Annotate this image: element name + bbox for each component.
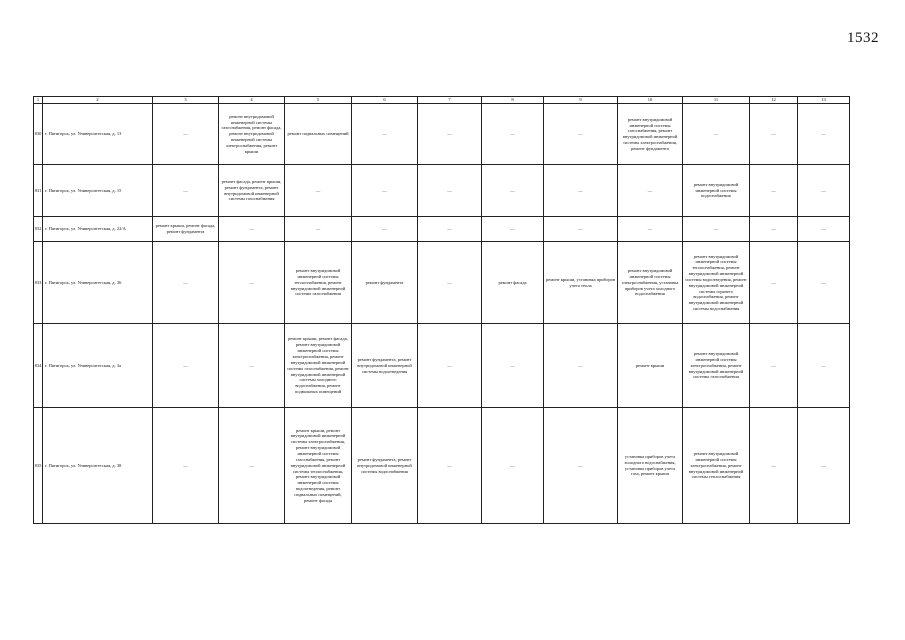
dash-cell: — [750,216,798,242]
column-number: 11 [683,97,750,104]
column-number: 8 [482,97,544,104]
column-number: 9 [544,97,618,104]
dash-cell: — [482,216,544,242]
dash-cell: — [352,216,418,242]
dash-cell: — [798,165,850,216]
row-number: 835 [34,408,43,524]
column-number: 3 [153,97,219,104]
table-row [34,408,850,524]
repair-works-cell: ремонт внутридомовой инженерной системы газоснабжения, ремонт внутридомовой инженерной системы электроснабжения, ремонт фундамента [618,104,683,165]
repair-works-cell: ремонт внутридомовой инженерной системы электроснабжения, установка приборов учета холодного водоснабжения [618,242,683,324]
repair-works-cell: ремонт внутридомовой инженерной системы газоснабжения, ремонт фасада, ремонт внутридомовой инженерной системы электроснабжения, ремонт крыши [219,104,285,165]
column-number: 4 [219,97,285,104]
dash-cell: — [618,216,683,242]
address-cell: г. Пятигорск, ул. Университетская, д. 38 [43,408,153,524]
dash-cell: — [798,408,850,524]
row-number: 832 [34,216,43,242]
dash-cell: — [544,104,618,165]
dash-cell: — [153,408,219,524]
repair-works-cell: ремонт внутридомовой инженерной системы водоснабжения [683,165,750,216]
dash-cell: — [285,165,352,216]
dash-cell: — [219,408,285,524]
dash-cell: — [544,165,618,216]
dash-cell: — [683,216,750,242]
repair-works-cell: ремонт фасада, ремонт крыши, ремонт фундамента, ремонт внутридомовой инженерной системы газоснабжения [219,165,285,216]
dash-cell: — [285,216,352,242]
table-row [34,216,850,242]
dash-cell: — [153,324,219,408]
repair-works-cell: ремонт фасада [482,242,544,324]
dash-cell: — [418,324,482,408]
repair-works-cell: ремонт фундамента [352,242,418,324]
dash-cell: — [352,104,418,165]
dash-cell: — [418,408,482,524]
dash-cell: — [750,242,798,324]
repair-works-cell: ремонт крыши, ремонт фасада, ремонт фундамента [153,216,219,242]
address-cell: г. Пятигорск, ул. Университетская, д. 15 [43,165,153,216]
column-number: 10 [618,97,683,104]
dash-cell: — [482,408,544,524]
dash-cell: — [750,104,798,165]
repair-works-cell: ремонт фундамента, ремонт внутридомовой инженерной системы водоотведения [352,324,418,408]
row-number: 830 [34,104,43,165]
address-cell: г. Пятигорск, ул. Университетская, д. 13 [43,104,153,165]
dash-cell: — [418,216,482,242]
repair-works-cell: ремонт крыши [618,324,683,408]
dash-cell: — [750,408,798,524]
row-number: 831 [34,165,43,216]
dash-cell: — [544,408,618,524]
dash-cell: — [750,324,798,408]
repair-works-cell: ремонт фундамента, ремонт внутридомовой инженерной системы водоснабжения [352,408,418,524]
dash-cell: — [219,216,285,242]
column-number: 5 [285,97,352,104]
column-number: 13 [798,97,850,104]
dash-cell: — [219,324,285,408]
repair-works-cell: ремонт крыши, установка приборов учета тепла [544,242,618,324]
column-number: 12 [750,97,798,104]
row-number: 833 [34,242,43,324]
address-cell: г. Пятигорск, ул. Университетская, д. 36 [43,242,153,324]
column-number: 6 [352,97,418,104]
dash-cell: — [352,165,418,216]
column-number: 2 [43,97,153,104]
repair-works-cell: ремонт подвальных помещений [285,104,352,165]
repair-works-cell: ремонт крыши, ремонт внутридомовой инженерной системы электроснабжения, ремонт внутридомовой инженерной системы газоснабжения, ремонт внутридомовой инженерной системы теплоснабжения, ремонт внутридомовой инженерной системы водоотведения, ремонт подвальных помещений, ремонт фасада [285,408,352,524]
dash-cell: — [418,242,482,324]
dash-cell: — [153,104,219,165]
dash-cell: — [798,242,850,324]
dash-cell: — [750,165,798,216]
dash-cell: — [418,165,482,216]
page-number: 1532 [847,30,879,46]
address-cell: г. Пятигорск, ул. Университетская, д. 22/А [43,216,153,242]
dash-cell: — [482,324,544,408]
dash-cell: — [153,242,219,324]
dash-cell: — [418,104,482,165]
row-number: 834 [34,324,43,408]
repair-works-cell: ремонт внутридомовой инженерной системы теплоснабжения, ремонт внутридомовой инженерной системы газоснабжения [285,242,352,324]
repair-works-cell: ремонт крыши, ремонт фасада, ремонт внутридомовой инженерной системы электроснабжения, ремонт внутридомовой инженерной системы газоснабжения, ремонт внутридомовой инженерной системы холодного водоснабжения, ремонт подвальных помещений [285,324,352,408]
repair-schedule-table [33,96,850,524]
dash-cell: — [544,216,618,242]
repair-works-cell: ремонт внутридомовой инженерной системы электроснабжения, ремонт внутридомовой инженерной системы теплоснабжения [683,408,750,524]
dash-cell: — [482,165,544,216]
dash-cell: — [482,104,544,165]
dash-cell: — [618,165,683,216]
dash-cell: — [683,104,750,165]
dash-cell: — [798,324,850,408]
dash-cell: — [798,216,850,242]
repair-works-cell: ремонт внутридомовой инженерной системы теплоснабжения, ремонт внутридомовой инженерной системы водоотведения, ремонт внутридомовой инженерной системы горячего водоснабжения, ремонт внутридомовой инженерной системы водоснабжения [683,242,750,324]
table-row [34,242,850,324]
dash-cell: — [219,242,285,324]
dash-cell: — [544,324,618,408]
table-row [34,165,850,216]
address-cell: г. Пятигорск, ул. Университетская, д. 3а [43,324,153,408]
table-row [34,324,850,408]
repair-works-cell: установка приборов учета холодного водоснабжения, установка приборов учета газа, ремонт крыши [618,408,683,524]
column-number: 1 [34,97,43,104]
table-row [34,104,850,165]
repair-works-cell: ремонт внутридомовой инженерной системы электроснабжения, ремонт внутридомовой инженерной системы газоснабжения [683,324,750,408]
dash-cell: — [798,104,850,165]
column-number-row [34,97,850,104]
dash-cell: — [153,165,219,216]
column-number: 7 [418,97,482,104]
